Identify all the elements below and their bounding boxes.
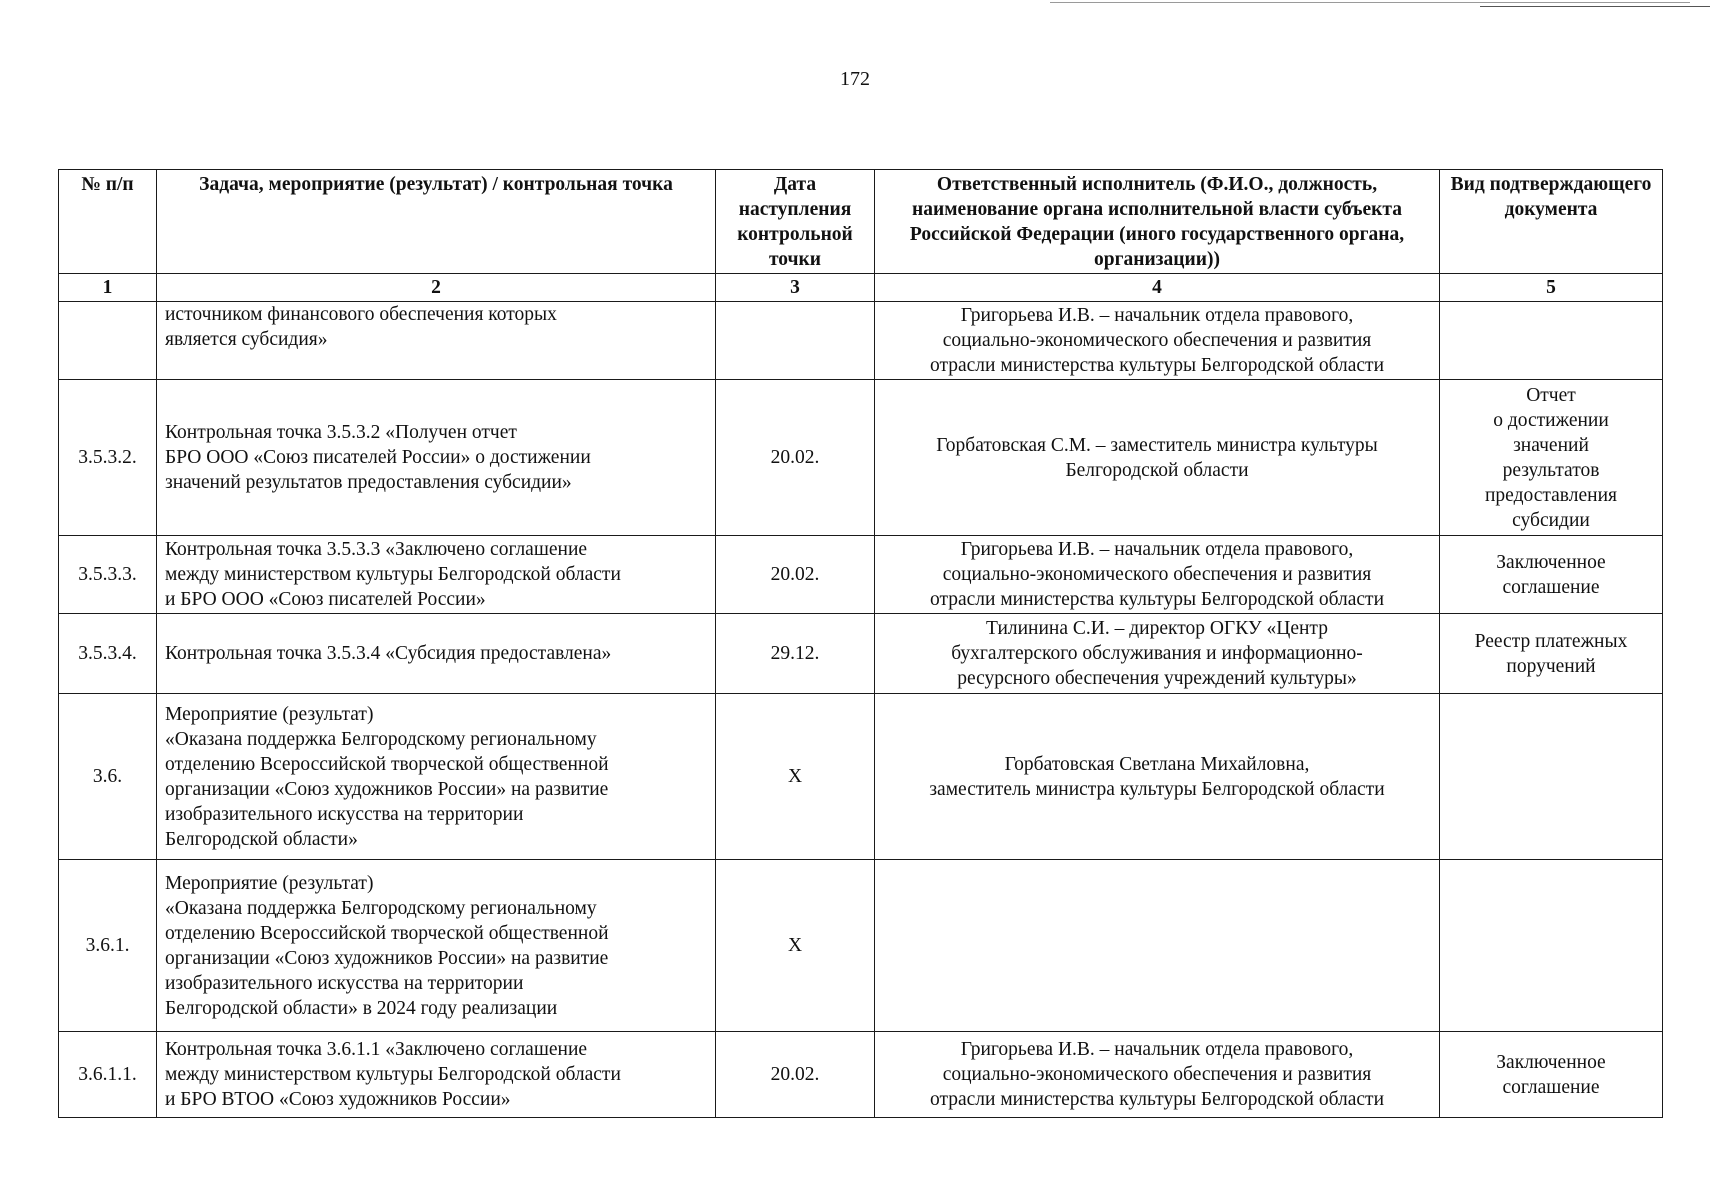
row-document: Заключенное соглашение [1440,536,1663,614]
row-document: Отчет о достижении значений результатов предоставления субсидии [1440,380,1663,536]
table-row [59,302,1663,380]
row-task: источником финансового обеспечения которых является субсидия» [157,302,716,380]
scan-artifact-line [1050,2,1690,3]
row-number [59,302,157,380]
scan-artifact-line [1480,6,1710,7]
column-number: 2 [157,274,716,302]
row-task: Контрольная точка 3.5.3.3 «Заключено соглашение между министерством культуры Белгородской области и БРО ООО «Союз писателей России» [157,536,716,614]
table-header-row [59,170,1663,274]
control-points-table [58,169,1663,1118]
row-document [1440,694,1663,860]
row-number: 3.6.1. [59,860,157,1032]
row-number: 3.5.3.2. [59,380,157,536]
table-row [59,1032,1663,1118]
header-number: № п/п [59,170,157,274]
row-executor [875,860,1440,1032]
column-number: 3 [716,274,875,302]
header-task: Задача, мероприятие (результат) / контрольная точка [157,170,716,274]
row-date [716,302,875,380]
column-number-row [59,274,1663,302]
row-date: 20.02. [716,1032,875,1118]
row-document: Заключенное соглашение [1440,1032,1663,1118]
row-executor: Григорьева И.В. – начальник отдела правового, социально-экономического обеспечения и развития отрасли министерства культуры Белгородской области [875,1032,1440,1118]
row-document [1440,302,1663,380]
row-date: Х [716,694,875,860]
table-row [59,380,1663,536]
row-document [1440,860,1663,1032]
row-number: 3.5.3.4. [59,614,157,694]
table-row [59,694,1663,860]
column-number: 5 [1440,274,1663,302]
row-executor: Горбатовская Светлана Михайловна, заместитель министра культуры Белгородской области [875,694,1440,860]
header-document: Вид подтверждающего документа [1440,170,1663,274]
row-date: 20.02. [716,536,875,614]
table-row [59,860,1663,1032]
table-row [59,536,1663,614]
row-executor: Григорьева И.В. – начальник отдела правового, социально-экономического обеспечения и развития отрасли министерства культуры Белгородской области [875,536,1440,614]
row-number: 3.6.1.1. [59,1032,157,1118]
row-executor: Григорьева И.В. – начальник отдела правового, социально-экономического обеспечения и развития отрасли министерства культуры Белгородской области [875,302,1440,380]
row-date: Х [716,860,875,1032]
table-row [59,614,1663,694]
row-task: Мероприятие (результат) «Оказана поддержка Белгородскому региональному отделению Всероссийской творческой общественной организации «Союз художников России» на развитие изобразительного искусства на территории Белгородской области» в 2024 году реализации [157,860,716,1032]
header-executor: Ответственный исполнитель (Ф.И.О., должность, наименование органа исполнительной власти субъекта Российской Федерации (иного государственного органа, организации)) [875,170,1440,274]
page-number: 172 [840,68,870,90]
row-task: Контрольная точка 3.5.3.2 «Получен отчет БРО ООО «Союз писателей России» о достижении значений результатов предоставления субсидии» [157,380,716,536]
row-executor: Тилинина С.И. – директор ОГКУ «Центр бухгалтерского обслуживания и информационно- ресурсного обеспечения учреждений культуры» [875,614,1440,694]
row-task: Мероприятие (результат) «Оказана поддержка Белгородскому региональному отделению Всероссийской творческой общественной организации «Союз художников России» на развитие изобразительного искусства на территории Белгородской области» [157,694,716,860]
row-number: 3.5.3.3. [59,536,157,614]
column-number: 4 [875,274,1440,302]
header-date: Дата наступления контрольной точки [716,170,875,274]
row-date: 29.12. [716,614,875,694]
row-document: Реестр платежных поручений [1440,614,1663,694]
column-number: 1 [59,274,157,302]
row-task: Контрольная точка 3.5.3.4 «Субсидия предоставлена» [157,614,716,694]
row-date: 20.02. [716,380,875,536]
row-number: 3.6. [59,694,157,860]
row-task: Контрольная точка 3.6.1.1 «Заключено соглашение между министерством культуры Белгородской области и БРО ВТОО «Союз художников России» [157,1032,716,1118]
row-executor: Горбатовская С.М. – заместитель министра культуры Белгородской области [875,380,1440,536]
